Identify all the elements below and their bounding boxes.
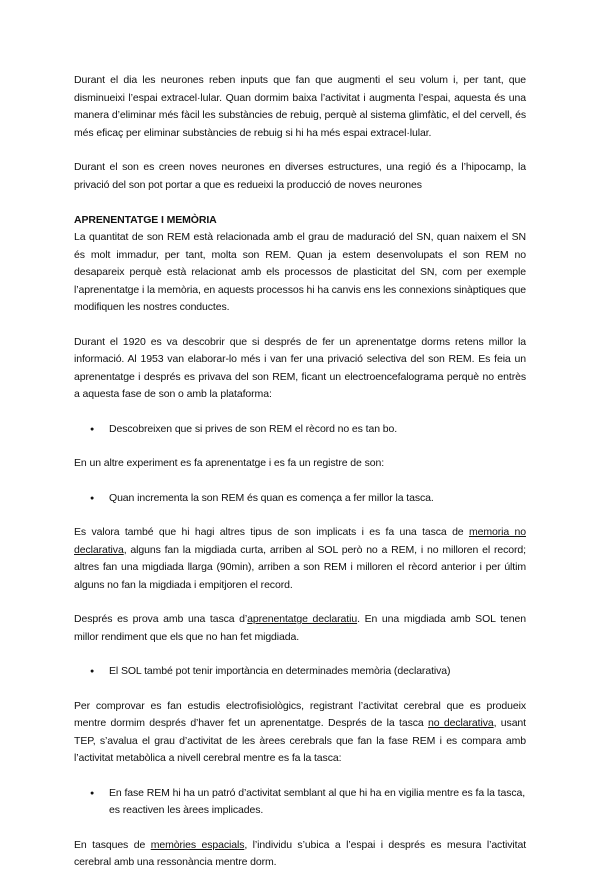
paragraph-spatial-memory (74, 837, 526, 872)
section-heading: APRENENTATGE I MEMÒRIA (74, 214, 217, 226)
paragraph-declarative-task (74, 611, 526, 646)
bullet-list-4 (74, 785, 526, 820)
bullet-list-1 (74, 421, 526, 439)
underlined-term: no declarativa (428, 717, 494, 729)
paragraph-new-neurons: Durant el son es creen noves neurones en diverses estructures, una regió és a l’hipocamp, la privació del son pot portar a que es redueixi la producció de noves neurones (74, 161, 526, 191)
underlined-term: memoria no declarativa (74, 526, 526, 556)
list-item: ● En fase REM hi ha un patró d’activitat semblant al que hi ha en vigilia mentre es fa la tasca, es reactiven les àrees implicades. (74, 785, 526, 820)
paragraph-electrophysiology (74, 698, 526, 768)
paragraph-nondeclarative-task (74, 524, 526, 594)
text-span: Es valora també que hi hagi altres tipus de son implicats i es fa una tasca de (74, 526, 469, 538)
text-span: En tasques de (74, 838, 151, 851)
underlined-term: memòries espacials (150, 838, 245, 851)
bullet-list-2 (74, 490, 526, 508)
text-span: Per comprovar es fan estudis electrofisiològics, registrant l’activitat cerebral que es produeix mentre dormim després d’haver fet un aprenentatge. Després de la tasca (74, 699, 526, 729)
text-span: Després es prova amb una tasca d’ (74, 613, 248, 625)
paragraph-other-experiment: En un altre experiment es fa aprenentatge i es fa un registre de son: (74, 457, 385, 469)
bullet-list-3 (74, 663, 526, 681)
paragraph-neuron-volume: Durant el dia les neurones reben inputs que fan que augmenti el seu volum i, per tant, que disminueixi l’espai extracel·lular. Quan dormim baixa l’activitat i augmenta l’espai, aquesta és una manera d’eliminar més fàcil les substàncies de rebuig, perquè al sistema glimfàtic, el del cervell, és més eficaç per eliminar substàncies de rebuig si hi ha més espai extracel·lular. (74, 74, 526, 139)
text-span: , l’individu s’ubica a l’espai i després es mesura l’activitat cerebral amb una ressonància mentre dorm. (74, 838, 527, 868)
list-item: ● Descobreixen que si prives de son REM el rècord no es tan bo. (74, 421, 526, 439)
paragraph-rem-maturation: La quantitat de son REM està relacionada amb el grau de maduració del SN, quan naixem el SN és molt immadur, per tant, molta son REM. Quan ja estem desenvolupats el son REM no desapareix perquè està relacionat amb els processos de plasticitat del SN, com per exemple l’aprenentatge i la memòria, en aquests processos hi ha canvis ens les connexions sinàptiques que modifiquen les nostres conductes. (74, 231, 526, 313)
list-item: ● Quan incrementa la son REM és quan es comença a fer millor la tasca. (74, 490, 526, 508)
text-span: . En una migdiada amb SOL tenen millor rendiment que els que no han fet migdiada. (74, 613, 526, 643)
underlined-term: aprenentatge declaratiu (247, 613, 358, 625)
text-span: , usant TEP, s’avalua el grau d’activitat de les àrees cerebrals que fan la fase REM i es compara amb l’activitat metabòlica a nivell cerebral mentre es fa la tasca: (74, 717, 526, 764)
list-item: ● El SOL també pot tenir importància en determinades memòria (declarativa) (74, 663, 526, 681)
text-span: , alguns fan la migdiada curta, arriben al SOL però no a REM, i no milloren el record; altres fan una migdiada llarga (90min), arriben a son REM i milloren el rècord anterior i per últim alguns no fan la migdiada i empitjoren el record. (74, 543, 526, 591)
paragraph-1920-discovery: Durant el 1920 es va descobrir que si després de fer un aprenentatge dorms retens millor la informació. Al 1953 van elaborar-lo més i van fer una privació selectiva del son REM. Es feia un aprenentatge i després es privava del son REM, ficant un electroencefalograma perquè no entrès a aquesta fase de son o amb la plataforma: (74, 335, 526, 400)
